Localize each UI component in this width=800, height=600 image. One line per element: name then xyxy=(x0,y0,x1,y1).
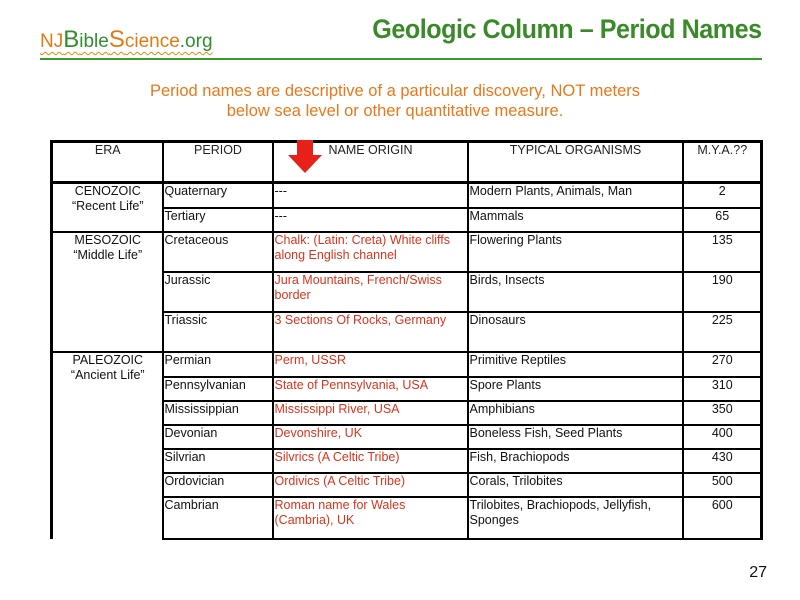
organisms-cell: Trilobites, Brachiopods, Jellyfish, Sponges xyxy=(468,497,683,539)
era-name: MESOZOIC xyxy=(74,232,142,247)
site-logo[interactable] xyxy=(40,26,213,54)
mya-cell: 190 xyxy=(683,272,762,312)
table-header-row xyxy=(52,142,762,183)
subtitle-line-2: below sea level or other quantitative measure. xyxy=(226,102,564,120)
origin-cell: Ordivics (A Celtic Tribe) xyxy=(273,473,468,497)
down-arrow-icon xyxy=(288,140,322,173)
period-cell: Mississippian xyxy=(163,401,273,425)
mya-cell: 430 xyxy=(683,449,762,473)
geologic-column-table xyxy=(50,140,763,540)
header-name-origin: NAME ORIGIN xyxy=(273,142,468,183)
organisms-cell: Mammals xyxy=(468,208,683,232)
era-description: “Recent Life” xyxy=(71,199,144,213)
mya-cell: 600 xyxy=(683,497,762,539)
organisms-cell: Dinosaurs xyxy=(468,312,683,352)
mya-cell: 310 xyxy=(683,377,762,401)
logo-cience: cience xyxy=(124,31,180,52)
table-row xyxy=(52,352,762,377)
logo-b: B xyxy=(63,26,80,53)
origin-cell: Chalk: (Latin: Creta) White cliffs along English channel xyxy=(273,232,468,272)
mya-cell: 2 xyxy=(683,183,762,208)
organisms-cell: Boneless Fish, Seed Plants xyxy=(468,425,683,449)
mya-cell: 350 xyxy=(683,401,762,425)
organisms-cell: Amphibians xyxy=(468,401,683,425)
organisms-cell: Birds, Insects xyxy=(468,272,683,312)
period-cell: Permian xyxy=(163,352,273,377)
mya-cell: 135 xyxy=(683,232,762,272)
origin-cell: Silvrics (A Celtic Tribe) xyxy=(273,449,468,473)
organisms-cell: Flowering Plants xyxy=(468,232,683,272)
origin-cell: 3 Sections Of Rocks, Germany xyxy=(273,312,468,352)
era-paleozoic xyxy=(52,352,163,539)
period-cell: Tertiary xyxy=(163,208,273,232)
header-period: PERIOD xyxy=(163,142,273,183)
mya-cell: 270 xyxy=(683,352,762,377)
origin-cell: Devonshire, UK xyxy=(273,425,468,449)
organisms-cell: Fish, Brachiopods xyxy=(468,449,683,473)
period-cell: Cambrian xyxy=(163,497,273,539)
table-row xyxy=(52,183,762,208)
logo-s: S xyxy=(108,26,125,53)
mya-cell: 500 xyxy=(683,473,762,497)
period-cell: Ordovician xyxy=(163,473,273,497)
organisms-cell: Corals, Trilobites xyxy=(468,473,683,497)
era-description: “Middle Life” xyxy=(73,247,143,262)
era-name: CENOZOIC xyxy=(74,184,141,198)
mya-cell: 400 xyxy=(683,425,762,449)
origin-cell: Perm, USSR xyxy=(273,352,468,377)
origin-cell: --- xyxy=(273,208,468,232)
slide-title: Geologic Column – Period Names xyxy=(372,14,762,44)
era-name: PALEOZOIC xyxy=(72,352,144,367)
origin-cell: Mississippi River, USA xyxy=(273,401,468,425)
origin-cell: Roman name for Wales (Cambria), UK xyxy=(273,497,468,539)
page-number: 27 xyxy=(749,564,767,581)
header-mya: M.Y.A.?? xyxy=(683,142,762,183)
period-cell: Silvrian xyxy=(163,449,273,473)
logo-nj: NJ xyxy=(40,31,64,52)
origin-cell: --- xyxy=(273,183,468,208)
period-cell: Devonian xyxy=(163,425,273,449)
organisms-cell: Primitive Reptiles xyxy=(468,352,683,377)
era-mesozoic xyxy=(52,232,163,352)
logo-ible: ible xyxy=(79,31,109,52)
title-divider xyxy=(40,58,762,60)
origin-cell: Jura Mountains, French/Swiss border xyxy=(273,272,468,312)
organisms-cell: Spore Plants xyxy=(468,377,683,401)
header-typical-organisms: TYPICAL ORGANISMS xyxy=(468,142,683,183)
subtitle-line-1: Period names are descriptive of a particular discovery, NOT meters xyxy=(150,82,640,100)
origin-cell: State of Pennsylvania, USA xyxy=(273,377,468,401)
mya-cell: 225 xyxy=(683,312,762,352)
period-cell: Pennsylvanian xyxy=(163,377,273,401)
period-cell: Cretaceous xyxy=(163,232,273,272)
subtitle xyxy=(95,81,695,121)
period-cell: Quaternary xyxy=(163,183,273,208)
table-row xyxy=(52,232,762,272)
logo-org: .org xyxy=(179,31,213,52)
era-cenozoic xyxy=(52,183,163,232)
period-cell: Jurassic xyxy=(163,272,273,312)
organisms-cell: Modern Plants, Animals, Man xyxy=(468,183,683,208)
mya-cell: 65 xyxy=(683,208,762,232)
era-description: “Ancient Life” xyxy=(70,367,145,382)
period-cell: Triassic xyxy=(163,312,273,352)
header-era: ERA xyxy=(52,142,163,183)
